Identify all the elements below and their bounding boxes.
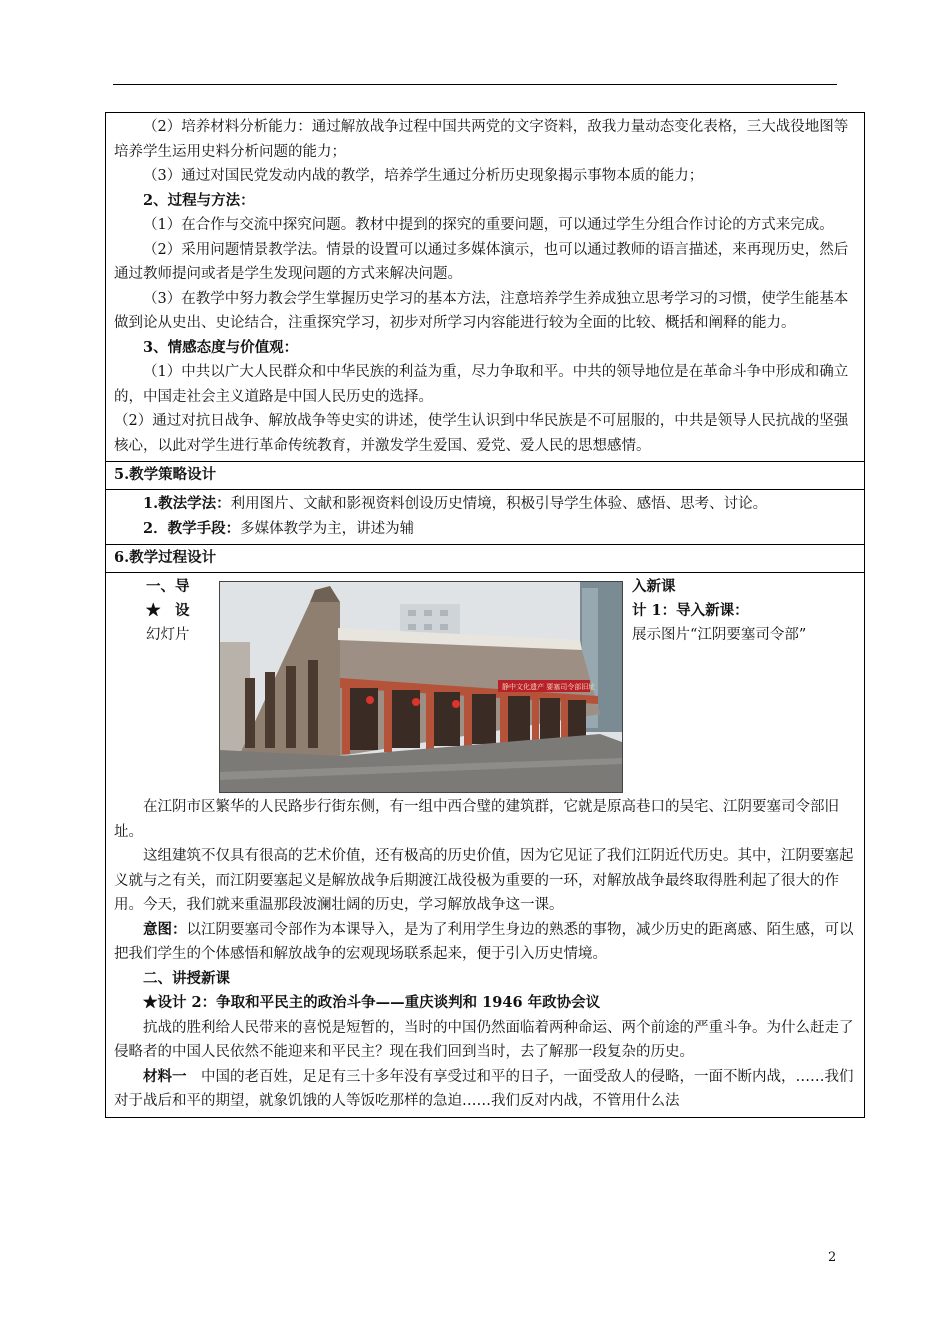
slide-caption: 展示图片“江阴要塞司令部” xyxy=(632,627,807,643)
lesson-paragraph-victory: 抗战的胜利给人民带来的喜悦是短暂的，当时的中国仍然面临着两种命运、两个前途的严重斗争。为什么赶走了侵略者的中国人民依然不能迎来和平民主？现在我们回到当时，去了解那一段复杂的历史。 xyxy=(114,1019,854,1060)
heading-emotion-values: 3、情感态度与价值观： xyxy=(143,338,299,356)
process-item-1: （1）在合作与交流中探究问题。教材中提到的探究的重要问题，可以通过学生分组合作讨论的方式来完成。 xyxy=(143,217,834,233)
intent-text: 以江阴要塞司令部作为本课导入，是为了利用学生身边的熟悉的事物，减少历史的距离感、陌生感，可以把我们学生的个体感悟和解放战争的宏观现场联系起来，便于引入历史情境。 xyxy=(114,921,854,962)
photo-banner-text: 静中文化遗产 要塞司令部旧址 xyxy=(502,683,596,691)
strategy-title: 5.教学策略设计 xyxy=(114,466,217,483)
page-number: 2 xyxy=(828,1250,837,1265)
method-label: 1.教法学法： xyxy=(143,495,231,512)
material-1-text: 中国的老百姓，足足有三十多年没有享受过和平的日子，一面受敌人的侵略，一面不断内战，……我们对于战后和平的期望，就象饥饿的人等饭吃那样的急迫……我们反对内战，不管用什么法 xyxy=(114,1068,854,1109)
intro-heading-right: 入新课 xyxy=(632,578,676,595)
emotion-item-1: （1）中共以广大人民群众和中华民族的利益为重，尽力争取和平。中共的领导地位是在革命斗争中形成和确立的，中国走社会主义道路是中国人民历史的选择。 xyxy=(114,364,849,405)
strategy-title-cell xyxy=(106,461,864,489)
goal-analysis-ability: （2）培养材料分析能力：通过解放战争过程中国共两党的文字资料，敌我力量动态变化表格，三大战役地图等培养学生运用史料分析问题的能力； xyxy=(114,119,849,160)
means-label: 2．教学手段： xyxy=(143,519,241,537)
process-item-2: （2）采用问题情景教学法。情景的设置可以通过多媒体演示，也可以通过教师的语言描述，来再现历史，然后通过教师提问或者是学生发现问题的方式来解决问题。 xyxy=(114,241,849,282)
slide-label: 幻灯片 xyxy=(146,627,190,643)
heading-new-lesson: 二、讲授新课 xyxy=(143,969,230,987)
goal-essence-ability: （3）通过对国民党发动内战的教学，培养学生通过分析历史现象揭示事物本质的能力； xyxy=(143,168,704,184)
heading-design-2: ★设计 2：争取和平民主的政治斗争——重庆谈判和 1946 年政协会议 xyxy=(143,994,601,1011)
intro-paragraph-history: 这组建筑不仅具有很高的艺术价值，还有极高的历史价值，因为它见证了我们江阴近代历史。其中，江阴要塞起义就与之有关，而江阴要塞起义是解放战争后期渡江战役极为重要的一环，对解放战争最终取得胜利起了很大的作用。今天，我们就来重温那段波澜壮阔的历史，学习解放战争这一课。 xyxy=(114,848,854,913)
intent-label: 意图： xyxy=(143,920,187,938)
process-title-cell xyxy=(106,544,864,572)
process-cell xyxy=(106,572,864,1117)
goals-cell xyxy=(106,113,864,461)
material-1-label: 材料一 xyxy=(143,1067,187,1085)
intro-heading-left: 一、导 xyxy=(146,578,190,595)
intro-paragraph-location: 在江阴市区繁华的人民路步行街东侧，有一组中西合璧的建筑群，它就是原高巷口的吴宅、江阴要塞司令部旧址。 xyxy=(114,799,839,840)
process-item-3: （3）在教学中努力教会学生掌握历史学习的基本方法，注意培养学生养成独立思考学习的习惯，使学生能基本做到论从史出、史论结合，注重探究学习，初步对所学习内容能进行较为全面的比较、概括和阐释的能力。 xyxy=(114,290,849,331)
method-text: 利用图片、文献和影视资料创设历史情境，积极引导学生体验、感悟、思考、讨论。 xyxy=(230,496,768,512)
design1-right: 计 1：导入新课： xyxy=(632,602,749,619)
heading-process-method: 2、过程与方法： xyxy=(143,191,255,209)
jiangyin-fortress-photo xyxy=(219,581,623,793)
process-title: 6.教学过程设计 xyxy=(114,549,217,566)
header-rule xyxy=(113,84,837,85)
emotion-item-2: （2）通过对抗日战争、解放战争等史实的讲述，使学生认识到中华民族是不可屈服的，中共是领导人民抗战的坚强核心，以此对学生进行革命传统教育，并激发学生爱国、爱党、爱人民的思想感情。 xyxy=(114,413,849,454)
lesson-plan-table xyxy=(105,112,865,1118)
intro-block xyxy=(114,573,856,795)
design1-left: ★ 设 xyxy=(146,602,190,619)
means-text: 多媒体教学为主，讲述为辅 xyxy=(240,520,415,537)
strategy-cell xyxy=(106,489,864,544)
